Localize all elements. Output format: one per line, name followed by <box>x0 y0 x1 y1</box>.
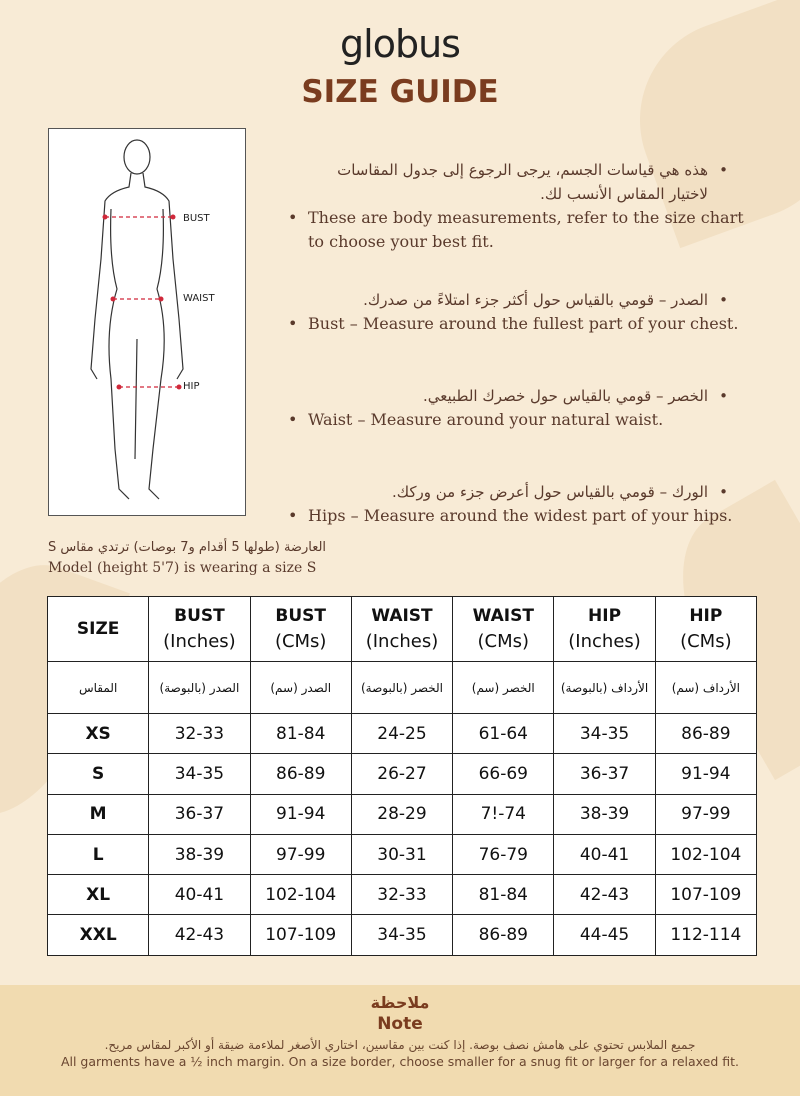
table-cell: 36-37 <box>554 754 655 794</box>
table-row <box>48 714 757 754</box>
body-figure <box>48 128 246 516</box>
table-cell: 44-45 <box>554 915 655 955</box>
page-title: SIZE GUIDE <box>301 74 499 110</box>
table-row <box>48 754 757 794</box>
table-cell: 32-33 <box>149 714 250 754</box>
table-cell: 91-94 <box>250 794 351 834</box>
table-cell: 86-89 <box>453 915 554 955</box>
table-cell: 28-29 <box>351 794 452 834</box>
header-main: BUST <box>275 606 326 626</box>
header-unit: (CMs) <box>477 631 530 652</box>
table-cell: XXL <box>48 915 149 955</box>
table-cell: 26-27 <box>351 754 452 794</box>
table-cell: 38-39 <box>149 834 250 874</box>
header-main: HIP <box>689 606 723 626</box>
column-header <box>453 597 554 662</box>
table-cell: 86-89 <box>250 754 351 794</box>
header-row <box>48 597 757 662</box>
table-cell: XL <box>48 875 149 915</box>
instructions-list <box>288 158 748 528</box>
note-text-ar: جميع الملابس تحتوي على هامش نصف بوصة. إذا كنت بين مقاسين، اختاري الأصغر لملاءمة ضيقة أو الأكبر لمقاس مريح. <box>104 1038 696 1052</box>
table-cell: 34-35 <box>554 714 655 754</box>
table-cell: 24-25 <box>351 714 452 754</box>
note-title-ar: ملاحظة <box>370 993 430 1012</box>
table-cell: 61-64 <box>453 714 554 754</box>
header-main: WAIST <box>371 606 433 626</box>
bullet-ar: • الورك – قومي بالقياس حول أعرض جزء من وركك. <box>288 480 708 504</box>
table-cell: 102-104 <box>250 875 351 915</box>
table-cell: 107-109 <box>655 875 756 915</box>
table-cell: L <box>48 834 149 874</box>
bust-label: BUST <box>183 213 210 224</box>
table-cell: 91-94 <box>655 754 756 794</box>
table-cell: 86-89 <box>655 714 756 754</box>
model-info-ar: العارضة (طولها 5 أقدام و7 بوصات) ترتدي مقاس S <box>48 540 327 555</box>
table-cell: 38-39 <box>554 794 655 834</box>
column-header-ar: المقاس <box>48 662 149 714</box>
model-info-en: Model (height 5'7) is wearing a size S <box>48 560 317 576</box>
header-unit: (CMs) <box>274 631 327 652</box>
column-header <box>48 597 149 662</box>
table-cell: XS <box>48 714 149 754</box>
note-title-en: Note <box>377 1014 423 1034</box>
note-section <box>0 985 800 1096</box>
table-cell: 107-109 <box>250 915 351 955</box>
table-row <box>48 794 757 834</box>
column-header <box>250 597 351 662</box>
table-cell: 30-31 <box>351 834 452 874</box>
table-row <box>48 834 757 874</box>
column-header <box>554 597 655 662</box>
column-header-ar: الصدر (سم) <box>250 662 351 714</box>
table-cell: 97-99 <box>655 794 756 834</box>
bullet-en: • Bust – Measure around the fullest part of your chest. <box>288 312 748 336</box>
model-info <box>48 538 326 578</box>
header-main: HIP <box>588 606 622 626</box>
table-cell: 40-41 <box>149 875 250 915</box>
bullet-en: • Waist – Measure around your natural waist. <box>288 408 748 432</box>
bullet-ar: • هذه هي قياسات الجسم، يرجى الرجوع إلى جدول المقاسات لاختيار المقاس الأنسب لك. <box>288 158 708 206</box>
table-cell: S <box>48 754 149 794</box>
table-cell: 66-69 <box>453 754 554 794</box>
header-unit: (Inches) <box>568 631 641 652</box>
header-main: BUST <box>174 606 225 626</box>
column-header-ar: الأرداف (بالبوصة) <box>554 662 655 714</box>
bullet-ar: • الخصر – قومي بالقياس حول خصرك الطبيعي. <box>288 384 708 408</box>
table-cell: 32-33 <box>351 875 452 915</box>
table-cell: 76-79 <box>453 834 554 874</box>
header-unit: (Inches) <box>365 631 439 652</box>
waist-label: WAIST <box>183 293 215 304</box>
table-cell: 81-84 <box>453 875 554 915</box>
column-header <box>655 597 756 662</box>
header-main: WAIST <box>472 606 534 626</box>
column-header-ar: الخصر (بالبوصة) <box>351 662 452 714</box>
table-row <box>48 915 757 955</box>
header-unit: (Inches) <box>163 631 236 652</box>
column-header-ar: الصدر (بالبوصة) <box>149 662 250 714</box>
header-main: SIZE <box>76 619 120 639</box>
column-header-ar: الخصر (سم) <box>453 662 554 714</box>
table-cell: 7!-74 <box>453 794 554 834</box>
table-cell: 40-41 <box>554 834 655 874</box>
column-header-ar: الأرداف (سم) <box>655 662 756 714</box>
table-cell: 34-35 <box>149 754 250 794</box>
table-cell: 112-114 <box>655 915 756 955</box>
bullet-en: • Hips – Measure around the widest part of your hips. <box>288 504 748 528</box>
table-row <box>48 875 757 915</box>
column-header <box>351 597 452 662</box>
table-cell: 81-84 <box>250 714 351 754</box>
table-cell: 34-35 <box>351 915 452 955</box>
note-text-en: All garments have a ½ inch margin. On a size border, choose smaller for a snug fit or larger for a relaxed fit. <box>60 1054 740 1069</box>
table-cell: 97-99 <box>250 834 351 874</box>
arabic-header-row <box>48 662 757 714</box>
table-cell: 42-43 <box>554 875 655 915</box>
size-table <box>47 596 757 956</box>
table-cell: M <box>48 794 149 834</box>
brand-logo: globus <box>340 22 460 66</box>
header-unit: (CMs) <box>680 631 732 652</box>
column-header <box>149 597 250 662</box>
table-cell: 102-104 <box>655 834 756 874</box>
bullet-en: • These are body measurements, refer to the size chart to choose your best fit. <box>288 206 748 254</box>
table-cell: 36-37 <box>149 794 250 834</box>
bullet-ar: • الصدر – قومي بالقياس حول أكثر جزء امتلاءً من صدرك. <box>288 288 708 312</box>
table-cell: 42-43 <box>149 915 250 955</box>
hip-label: HIP <box>183 381 200 392</box>
